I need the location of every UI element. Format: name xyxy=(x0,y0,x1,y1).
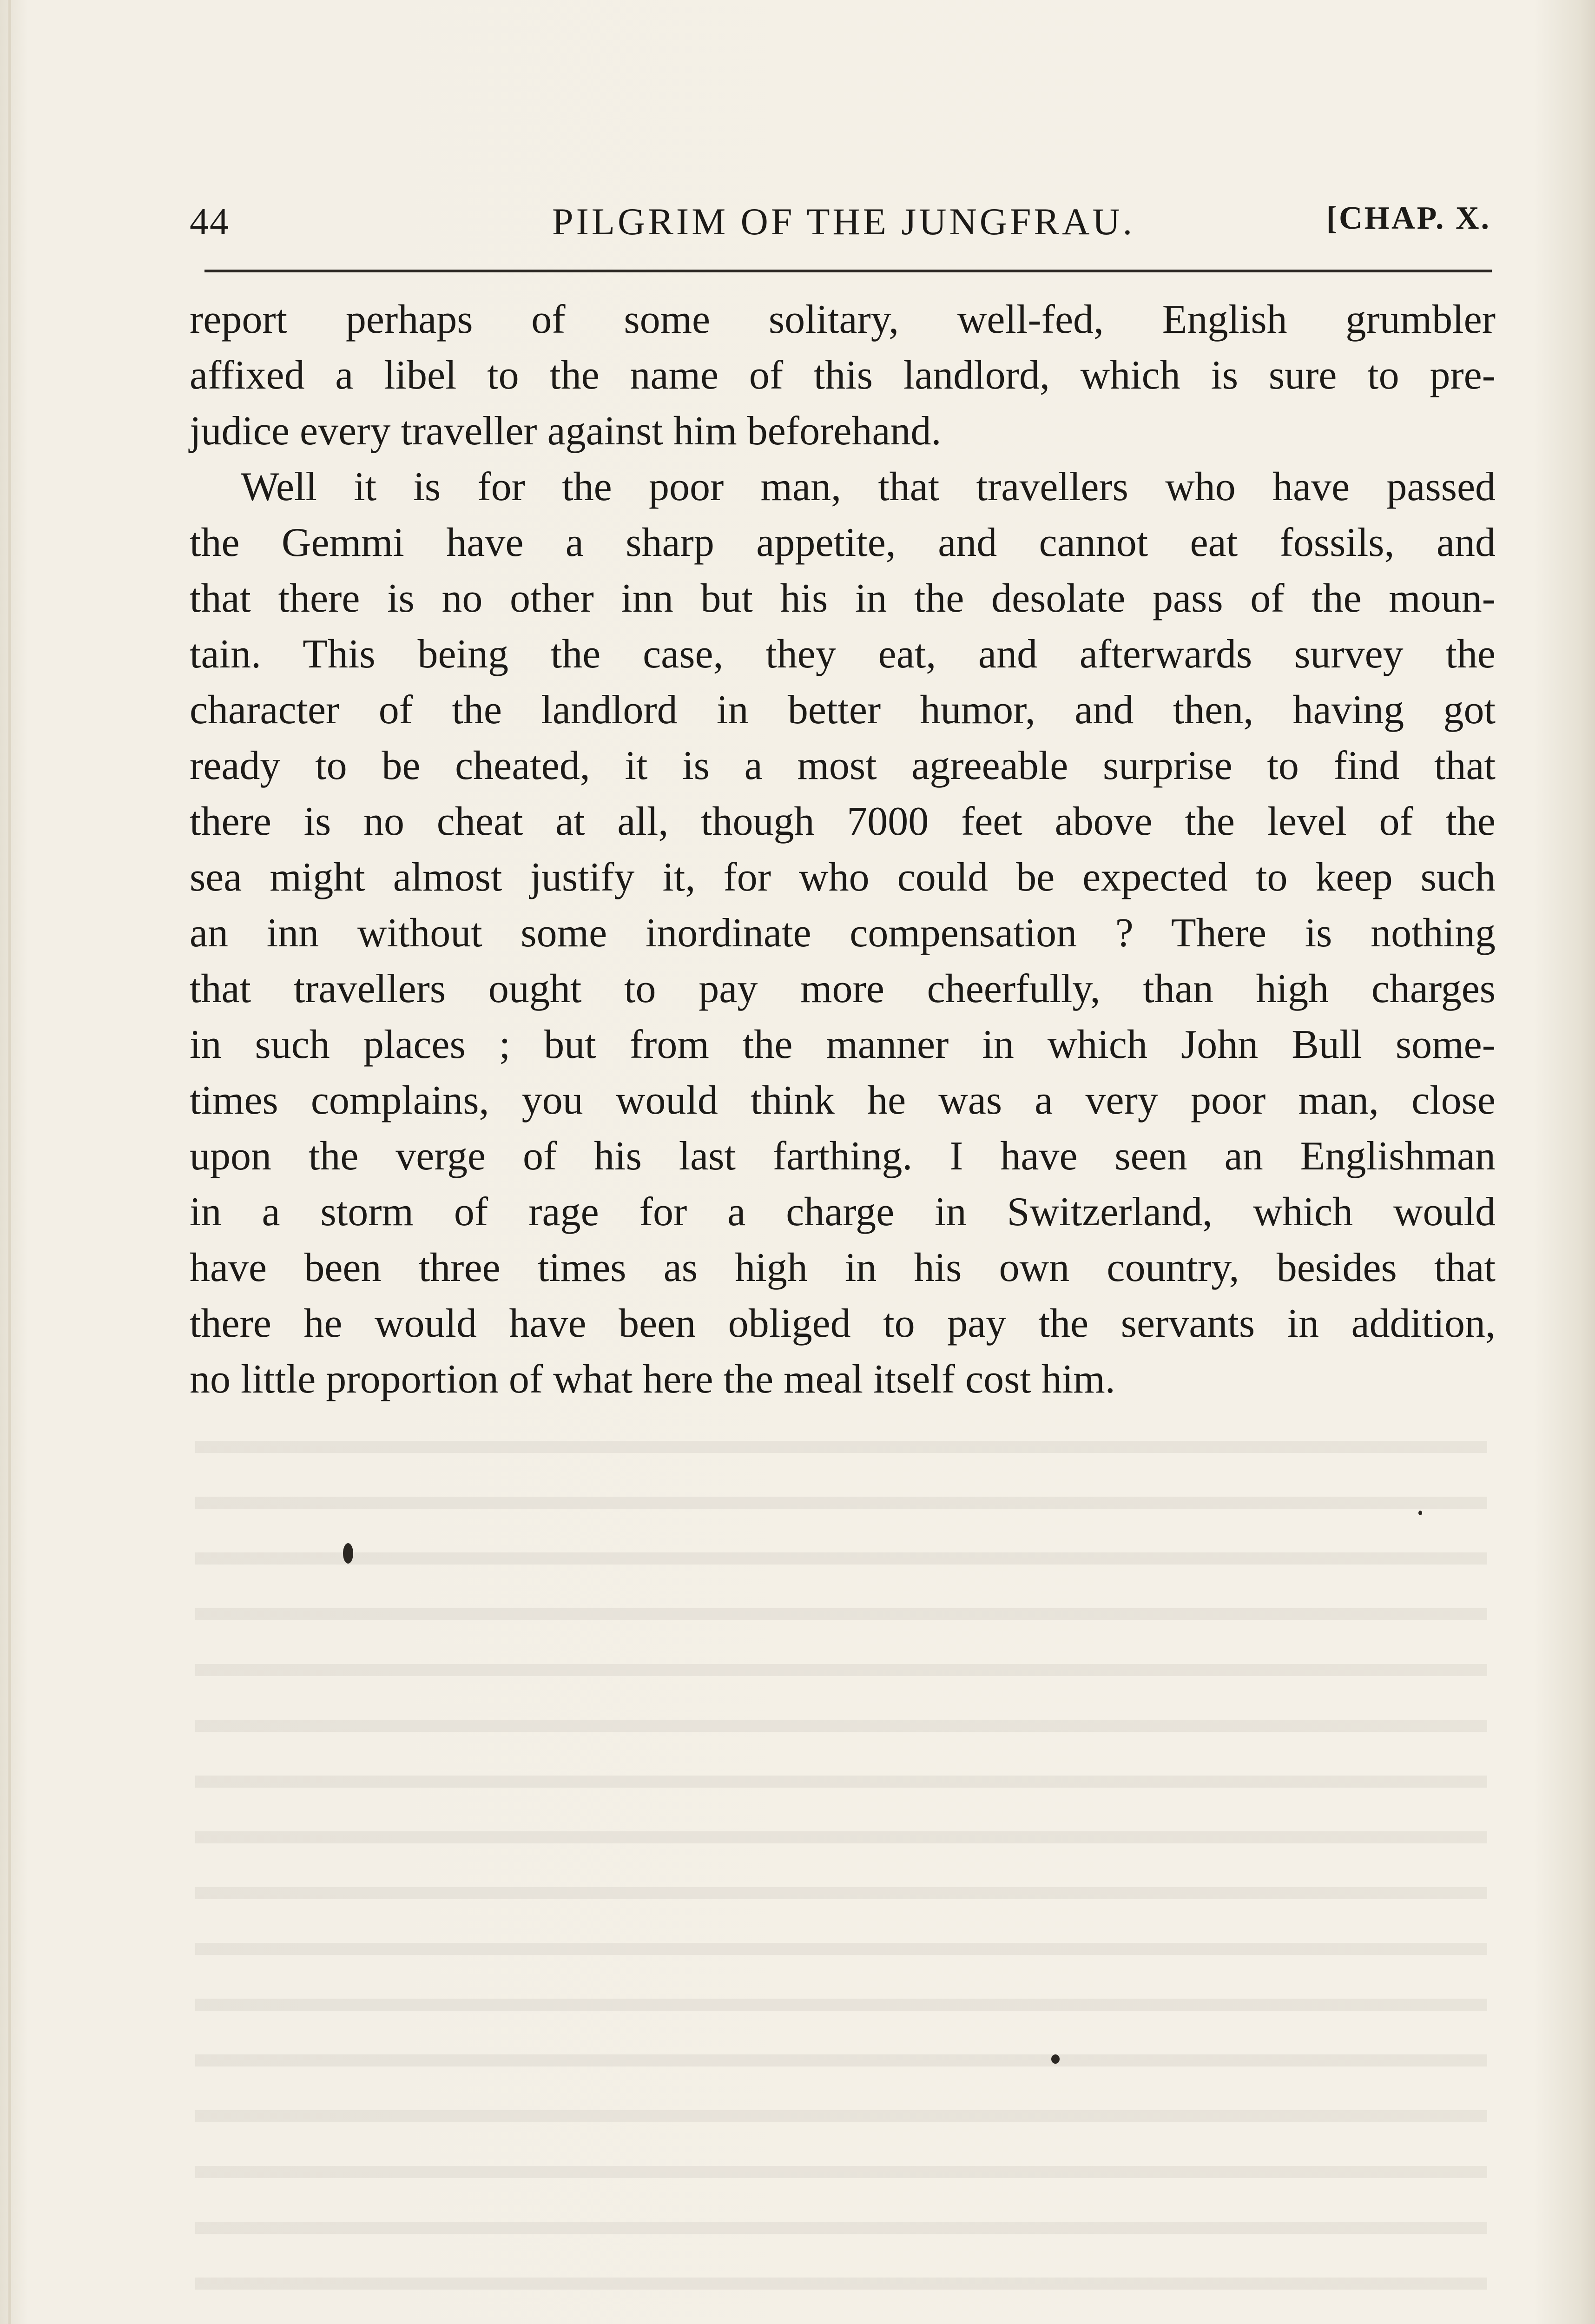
text-line: report perhaps of some solitary, well-fed, English grumbler xyxy=(190,297,1496,342)
header-rule xyxy=(204,270,1492,272)
ink-speck xyxy=(1051,2054,1060,2064)
text-line: ready to be cheated, it is a most agreeable surprise to find that xyxy=(190,743,1496,788)
page-header xyxy=(190,200,1491,256)
page-number: 44 xyxy=(190,200,230,243)
text-line: upon the verge of his last farthing. I have seen an Englishman xyxy=(190,1134,1496,1179)
text-line: that travellers ought to pay more cheerfully, than high charges xyxy=(190,966,1496,1011)
text-line: in a storm of rage for a charge in Switzerland, which would xyxy=(190,1189,1496,1235)
ink-speck xyxy=(343,1543,353,1564)
text-line: an inn without some inordinate compensation ? There is nothing xyxy=(190,911,1496,956)
text-line: no little proportion of what here the meal itself cost him. xyxy=(190,1357,1115,1402)
text-line: there is no cheat at all, though 7000 feet above the level of the xyxy=(190,799,1496,844)
text-line: tain. This being the case, they eat, and afterwards survey the xyxy=(190,632,1496,677)
text-line: times complains, you would think he was a very poor man, close xyxy=(190,1078,1496,1123)
ink-speck xyxy=(1418,1511,1422,1515)
text-line: that there is no other inn but his in the desolate pass of the moun- xyxy=(190,576,1496,621)
text-line: the Gemmi have a sharp appetite, and cannot eat fossils, and xyxy=(190,520,1496,565)
text-line: Well it is for the poor man, that travellers who have passed xyxy=(241,464,1496,509)
text-line: have been three times as high in his own country, besides that xyxy=(190,1245,1496,1290)
chapter-reference: [CHAP. X. xyxy=(1326,200,1491,236)
text-line: there he would have been obliged to pay the servants in addition, xyxy=(190,1301,1496,1346)
text-line: judice every traveller against him beforehand. xyxy=(190,409,942,454)
running-title: PILGRIM OF THE JUNGFRAU. xyxy=(552,200,1135,243)
text-line: sea might almost justify it, for who could be expected to keep such xyxy=(190,855,1496,900)
page-edge xyxy=(8,0,11,2324)
text-line: character of the landlord in better humor, and then, having got xyxy=(190,687,1496,733)
text-line: affixed a libel to the name of this landlord, which is sure to pre- xyxy=(190,353,1496,398)
bleed-through-text xyxy=(195,1413,1487,2324)
body-text xyxy=(190,292,1496,1407)
text-line: in such places ; but from the manner in which John Bull some- xyxy=(190,1022,1496,1067)
